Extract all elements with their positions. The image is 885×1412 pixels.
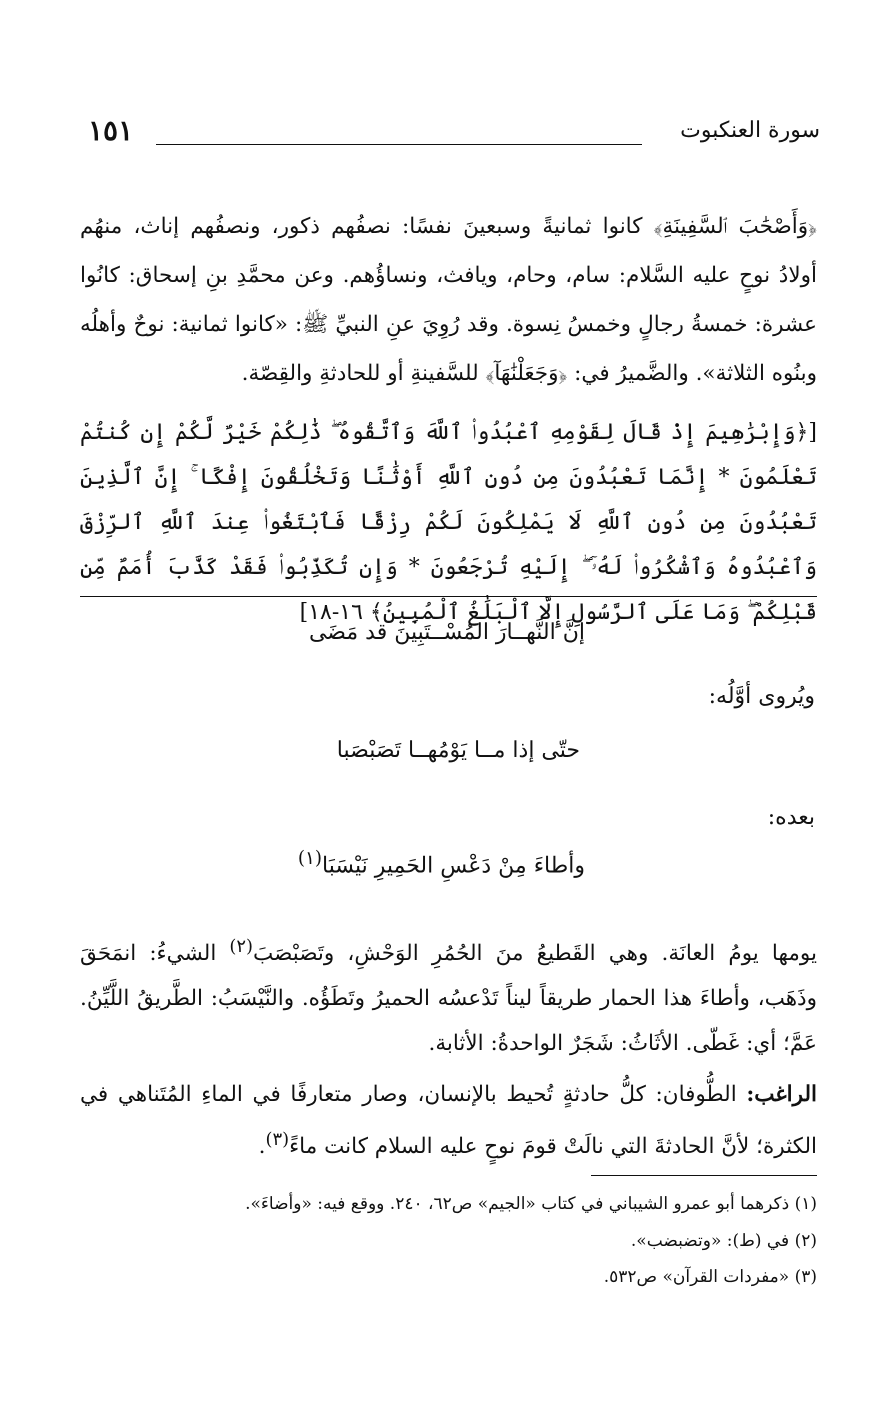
footnote-3: (٣) «مفردات القرآن» ص٥٣٢. xyxy=(603,1267,817,1287)
poem-verse-2: حتّى إذا مــا يَوْمُهــا تَصَبْصَبا xyxy=(336,738,580,763)
poem-verse-1: إنَّ النَّهــارَ المُسْــتَبِينَ قد مَضَى xyxy=(308,620,585,645)
commentary-paragraph-2 xyxy=(80,924,817,1066)
page-number: ١٥١ xyxy=(88,114,134,147)
footnote-ref-1: (١) xyxy=(297,848,322,869)
running-title: سورة العنكبوت xyxy=(680,118,820,143)
footnote-ref-2: (٢) xyxy=(229,935,254,957)
paragraph-3-label: الراغب: xyxy=(746,1081,817,1107)
poem-intro-1: ويُروى أوَّلُه: xyxy=(708,684,815,709)
quran-verses-block: [﴿وَإِبْرَٰهِيمَ إِذْ قَالَ لِقَوْمِهِ ٱعْبُدُوا۟ ٱللَّهَ وَٱتَّقُوهُ ۖ ذَٰلِكُمْ خَيْرٌ لَّكُمْ إِن كُنتُمْ تَعْلَمُونَ * إِنَّمَا تَعْبُدُونَ مِن دُونِ ٱللَّهِ أَوْثَٰنًا وَتَخْلُقُونَ إِفْكًا ۚ إِنَّ ٱلَّذِينَ تَعْبُدُونَ مِن دُونِ ٱللَّهِ لَا يَمْلِكُونَ لَكُمْ رِزْقًا فَٱبْتَغُوا۟ عِندَ ٱللَّهِ ٱلرِّزْقَ وَٱعْبُدُوهُ وَٱشْكُرُوا۟ لَهُۥٓ ۖ إِلَيْهِ تُرْجَعُونَ * وَإِن تُكَذِّبُوا۟ فَقَدْ كَذَّبَ أُمَمٌ مِّن قَبْلِكُمْ ۖ وَمَا عَلَى ٱلرَّسُولِ إِلَّا ٱلْبَلَٰغُ ٱلْمُبِينُ﴾ ١٦-١٨] xyxy=(80,420,817,625)
header-rule xyxy=(156,144,642,145)
paragraph-2-start: يومها يومُ العانَة. وهي القَطيعُ منَ الحُمُرِ الوَحْشِ، وتَصَبْصَبَ xyxy=(253,940,817,966)
page-header xyxy=(88,114,820,154)
paragraph-3-text: الطُّوفان: كلُّ حادثةٍ تُحيط بالإنسان، وصار متعارفًا في الماءِ المُتَناهي في الكثرة؛ لأنَّ الحادثةَ التي نالَتْ قومَ نوحٍ عليه السلام كانت ماءً xyxy=(80,1081,817,1159)
commentary-paragraph-3 xyxy=(80,1072,817,1169)
poem-verse-3-text: وأطاءَ مِنْ دَعْسِ الحَمِيرِ نَيْسَبَا xyxy=(321,853,585,879)
poem-intro-2: بعده: xyxy=(767,805,815,830)
paragraph-2-rest: الشيءُ: انمَحَقَ وذَهَب، وأطاءَ هذا الحمار طريقاً ليناً تَدْعسُه الحميرُ وتَطَؤُه. والنَّيْسَبُ: الطَّريقُ اللَّيِّنُ. عَمَّ؛ أي: غَطّى. الأثَاثُ: شَجَرٌ الواحدةُ: الأثابة. xyxy=(80,940,817,1056)
commentary-paragraph-1: ﴿وَأَصْحَٰبَ ٱلسَّفِينَةِ﴾ كانوا ثمانيةً وسبعينَ نفسًا: نصفُهم ذكور، ونصفُهم إناث، منهُم أولادُ نوحٍ عليه السَّلام: سام، وحام، ويافث، ونساؤُهم. وعن محمَّدِ بنِ إسحاق: كانُوا عشرة: خمسةُ رجالٍ وخمسُ نِسوة. وقد رُوِيَ عنِ النبيِّ ﷺ: «كانوا ثمانية: نوحٌ وأهلُه وبنُوه الثلاثة». والضَّميرُ في: ﴿وَجَعَلْنَٰهَآ﴾ للسَّفينةِ أو للحادثةِ والقِصّة. xyxy=(80,213,817,386)
paragraph-3-end: . xyxy=(258,1133,266,1159)
poem-verse-3 xyxy=(298,848,585,878)
footnote-ref-3: (٣) xyxy=(265,1128,290,1150)
footnote-2: (٢) في (ط): «وتضبضب». xyxy=(630,1231,817,1251)
section-divider xyxy=(80,596,817,597)
footnote-1: (١) ذكرهما أبو عمرو الشيباني في كتاب «الجيم» ص٦٢، ٢٤٠. ووقع فيه: «وأضاءَ». xyxy=(245,1194,817,1214)
footnote-rule xyxy=(591,1175,817,1176)
